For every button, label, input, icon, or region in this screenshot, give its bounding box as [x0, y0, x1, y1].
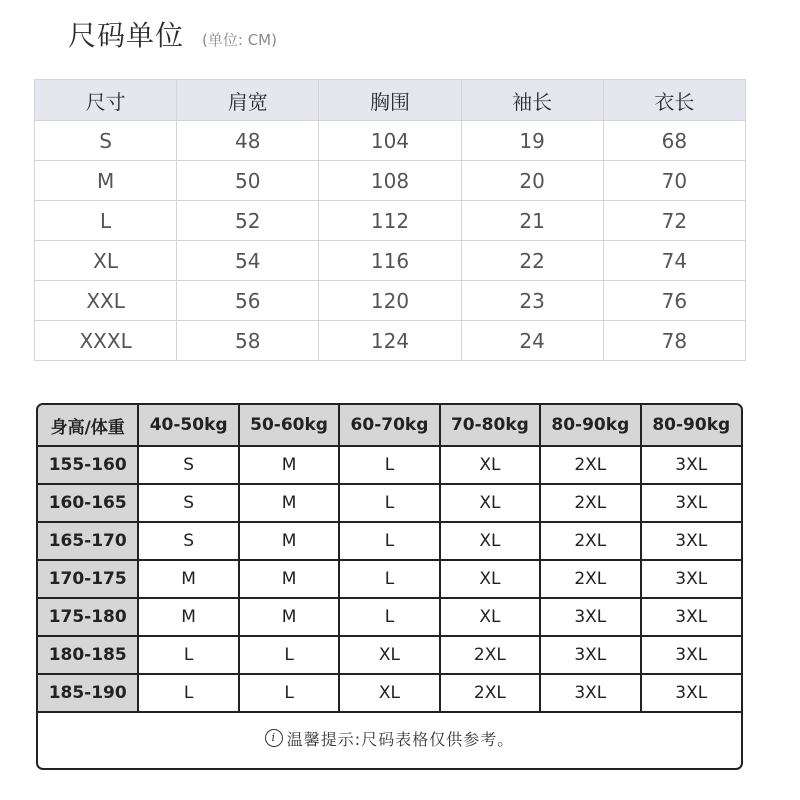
measurement-cell: 58: [177, 321, 319, 361]
measurement-cell: 108: [319, 161, 461, 201]
measurement-row: [35, 121, 746, 161]
size-chart-row: [38, 674, 741, 712]
weight-header: 70-80kg: [440, 405, 540, 446]
recommended-size-cell: L: [339, 446, 439, 484]
header-chest: 胸围: [319, 80, 461, 121]
measurement-cell: 78: [603, 321, 745, 361]
height-range-cell: 180-185: [38, 636, 138, 674]
recommended-size-cell: M: [239, 446, 339, 484]
measurement-cell: 48: [177, 121, 319, 161]
measurement-cell: 23: [461, 281, 603, 321]
recommended-size-cell: L: [239, 636, 339, 674]
size-cell: XXXL: [35, 321, 177, 361]
recommended-size-cell: L: [339, 522, 439, 560]
measurement-cell: 112: [319, 201, 461, 241]
recommended-size-cell: 3XL: [641, 674, 741, 712]
measurement-row: [35, 161, 746, 201]
title-row: [68, 18, 277, 54]
measurement-cell: 19: [461, 121, 603, 161]
recommended-size-cell: XL: [440, 446, 540, 484]
header-size: 尺寸: [35, 80, 177, 121]
recommended-size-cell: L: [339, 484, 439, 522]
recommended-size-cell: M: [239, 522, 339, 560]
measurement-row: [35, 281, 746, 321]
recommended-size-cell: XL: [440, 560, 540, 598]
recommended-size-cell: 3XL: [540, 598, 640, 636]
size-chart-row: [38, 598, 741, 636]
size-chart: [36, 403, 743, 770]
measurement-cell: 124: [319, 321, 461, 361]
size-cell: XXL: [35, 281, 177, 321]
page-title: 尺码单位: [68, 19, 185, 52]
size-cell: S: [35, 121, 177, 161]
weight-header: 80-90kg: [641, 405, 741, 446]
recommended-size-cell: 2XL: [540, 560, 640, 598]
height-range-cell: 185-190: [38, 674, 138, 712]
recommended-size-cell: S: [138, 522, 238, 560]
recommended-size-cell: M: [239, 484, 339, 522]
recommended-size-cell: XL: [440, 484, 540, 522]
recommended-size-cell: XL: [440, 522, 540, 560]
measurement-cell: 52: [177, 201, 319, 241]
recommended-size-cell: M: [239, 598, 339, 636]
recommended-size-cell: S: [138, 484, 238, 522]
size-chart-row: [38, 484, 741, 522]
size-cell: XL: [35, 241, 177, 281]
recommended-size-cell: 3XL: [641, 560, 741, 598]
info-icon: i: [265, 729, 283, 747]
weight-header: 40-50kg: [138, 405, 238, 446]
measurement-cell: 50: [177, 161, 319, 201]
weight-header: 80-90kg: [540, 405, 640, 446]
header-length: 衣长: [603, 80, 745, 121]
height-range-cell: 160-165: [38, 484, 138, 522]
size-chart-row: [38, 636, 741, 674]
height-range-cell: 155-160: [38, 446, 138, 484]
recommended-size-cell: XL: [339, 636, 439, 674]
height-range-cell: 165-170: [38, 522, 138, 560]
measurement-cell: 24: [461, 321, 603, 361]
unit-label: (单位: CM): [202, 31, 277, 49]
recommended-size-cell: 2XL: [540, 522, 640, 560]
recommended-size-cell: L: [239, 674, 339, 712]
size-chart-table: [38, 405, 741, 713]
recommended-size-cell: L: [138, 674, 238, 712]
measurement-cell: 22: [461, 241, 603, 281]
recommended-size-cell: L: [339, 560, 439, 598]
measurement-cell: 21: [461, 201, 603, 241]
recommended-size-cell: L: [339, 598, 439, 636]
measurement-cell: 54: [177, 241, 319, 281]
recommended-size-cell: 3XL: [641, 522, 741, 560]
recommended-size-cell: 2XL: [440, 674, 540, 712]
measurement-row: [35, 201, 746, 241]
recommended-size-cell: M: [239, 560, 339, 598]
measurement-cell: 74: [603, 241, 745, 281]
measurement-header-row: [35, 80, 746, 121]
header-shoulder: 肩宽: [177, 80, 319, 121]
size-chart-row: [38, 522, 741, 560]
size-chart-header-row: [38, 405, 741, 446]
weight-header: 50-60kg: [239, 405, 339, 446]
recommended-size-cell: S: [138, 446, 238, 484]
recommended-size-cell: XL: [339, 674, 439, 712]
size-chart-row: [38, 560, 741, 598]
recommended-size-cell: M: [138, 560, 238, 598]
measurement-cell: 68: [603, 121, 745, 161]
measurement-cell: 56: [177, 281, 319, 321]
recommended-size-cell: 3XL: [641, 636, 741, 674]
weight-header: 60-70kg: [339, 405, 439, 446]
size-note-text: 温馨提示:尺码表格仅供参考。: [286, 729, 515, 749]
height-range-cell: 170-175: [38, 560, 138, 598]
recommended-size-cell: XL: [440, 598, 540, 636]
measurement-cell: 116: [319, 241, 461, 281]
measurement-cell: 72: [603, 201, 745, 241]
measurement-table: [34, 79, 746, 361]
size-cell: M: [35, 161, 177, 201]
measurement-cell: 76: [603, 281, 745, 321]
recommended-size-cell: 3XL: [641, 598, 741, 636]
size-note: [38, 713, 741, 763]
size-cell: L: [35, 201, 177, 241]
recommended-size-cell: 3XL: [641, 484, 741, 522]
size-chart-row: [38, 446, 741, 484]
measurement-cell: 20: [461, 161, 603, 201]
measurement-cell: 104: [319, 121, 461, 161]
measurement-cell: 120: [319, 281, 461, 321]
recommended-size-cell: 3XL: [641, 446, 741, 484]
recommended-size-cell: 2XL: [540, 446, 640, 484]
measurement-row: [35, 241, 746, 281]
recommended-size-cell: 3XL: [540, 636, 640, 674]
recommended-size-cell: 2XL: [540, 484, 640, 522]
header-sleeve: 袖长: [461, 80, 603, 121]
height-range-cell: 175-180: [38, 598, 138, 636]
corner-header: 身高/体重: [38, 405, 138, 446]
recommended-size-cell: 3XL: [540, 674, 640, 712]
recommended-size-cell: L: [138, 636, 238, 674]
measurement-cell: 70: [603, 161, 745, 201]
recommended-size-cell: 2XL: [440, 636, 540, 674]
recommended-size-cell: M: [138, 598, 238, 636]
measurement-row: [35, 321, 746, 361]
